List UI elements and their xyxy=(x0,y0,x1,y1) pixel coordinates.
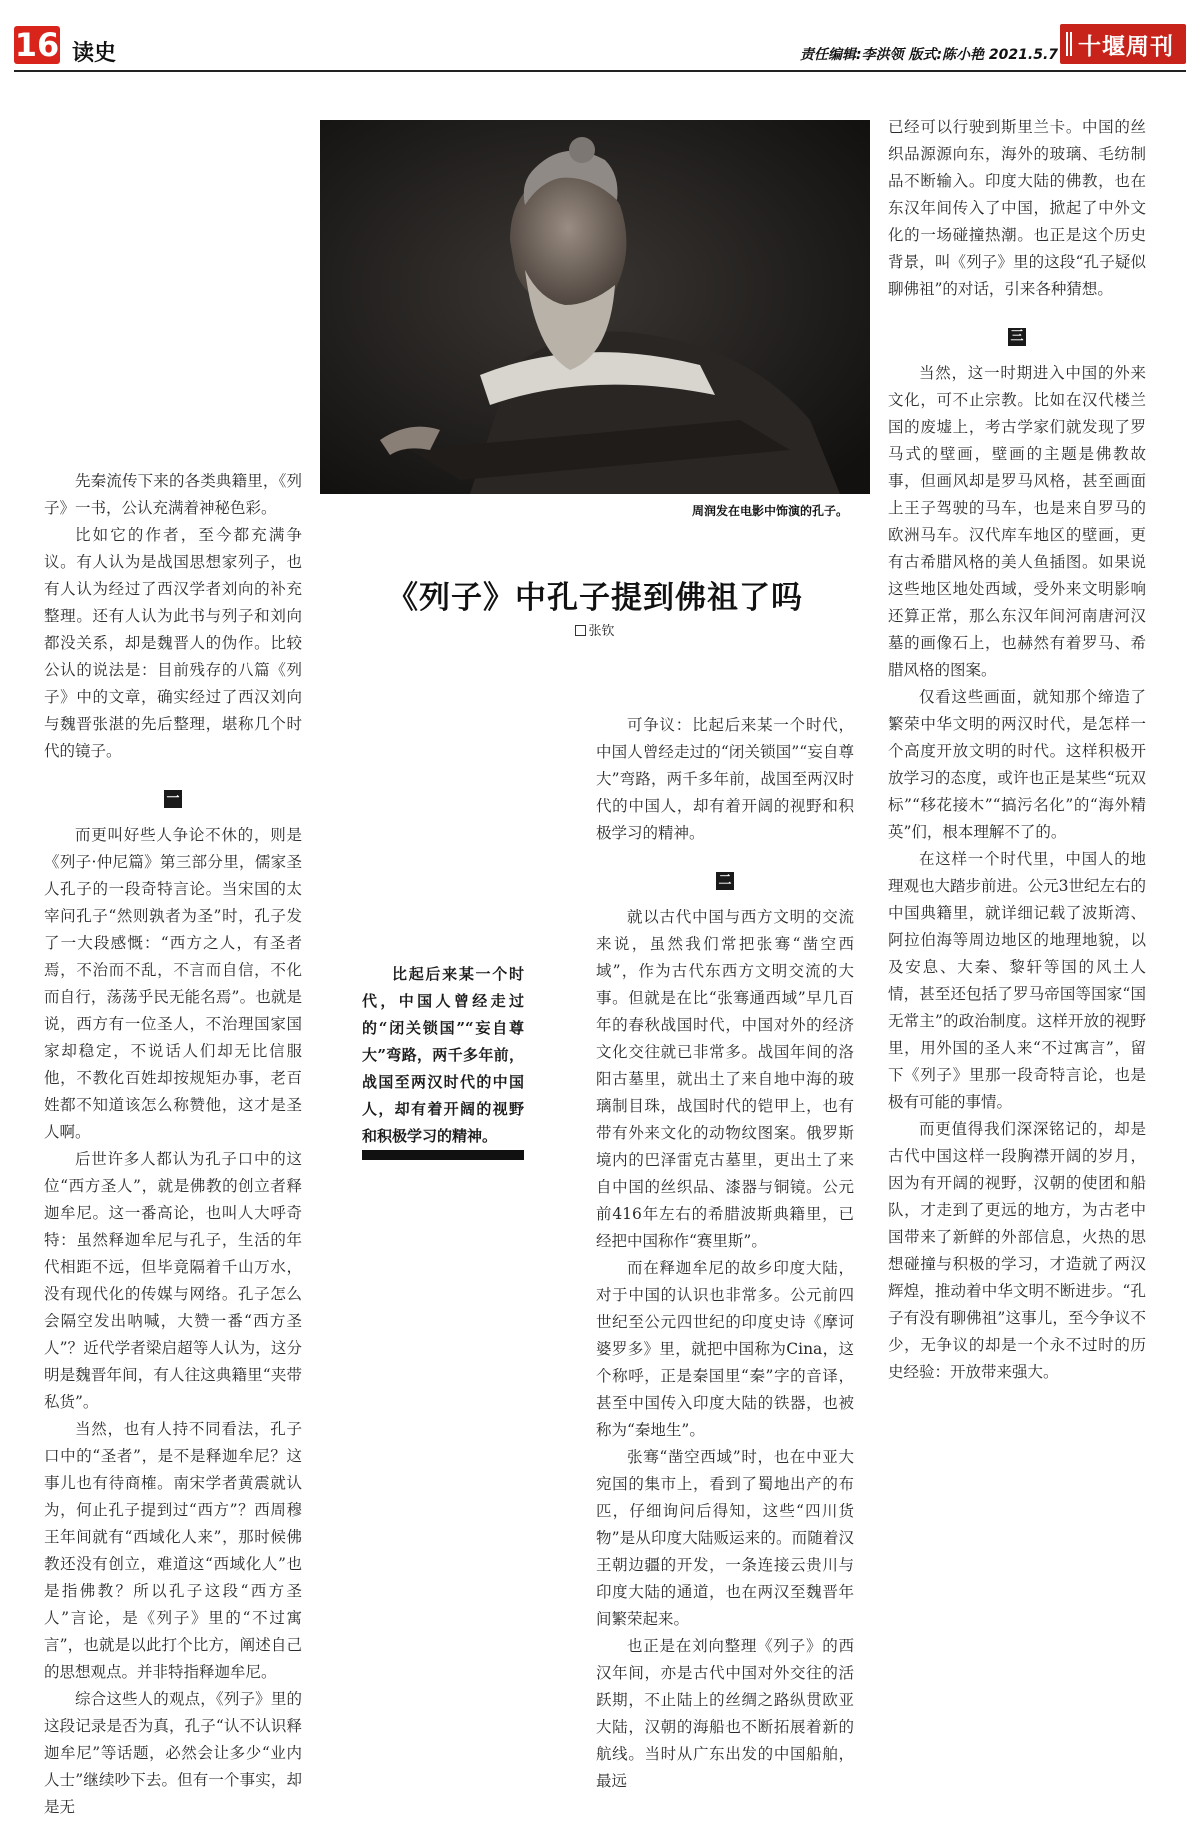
editor-credits: 责任编辑:李洪领 版式:陈小艳 2021.5.7 xyxy=(799,47,1058,63)
paragraph: 而更叫好些人争论不休的，则是《列子·仲尼篇》第三部分里，儒家圣人孔子的一段奇特言论。当宋国的太宰问孔子“然则孰者为圣”时，孔子发了一大段感慨：“西方之人，有圣者焉，不治而不乱，不言而自信，不化而自行，荡荡乎民无能名焉”。也就是说，西方有一位圣人，不治理国家国家却稳定，不说话人们却无比信服他，不教化百姓却按规矩办事，老百姓都不知道该怎么称赞他，这才是圣人啊。 xyxy=(44,826,302,1141)
paragraph: 已经可以行驶到斯里兰卡。中国的丝织品源源向东，海外的玻璃、毛纺制品不断输入。印度大陆的佛教，也在东汉年间传入了中国，掀起了中外文化的一场碰撞热潮。也正是这个历史背景，叫《列子》里的这段“孔子疑似聊佛祖”的对话，引来各种猜想。 xyxy=(888,118,1146,298)
pull-quote xyxy=(362,961,524,1150)
paragraph: 张骞“凿空西域”时，也在中亚大宛国的集市上，看到了蜀地出产的布匹，仔细询问后得知，这些“四川货物”是从印度大陆贩运来的。而随着汉王朝边疆的开发，一条连接云贵川与印度大陆的通道，也在两汉至魏晋年间繁荣起来。 xyxy=(596,1448,854,1628)
paragraph: 仅看这些画面，就知那个缔造了繁荣中华文明的两汉时代，是怎样一个高度开放文明的时代。这样积极开放学习的态度，或许也正是某些“玩双标”“移花接木”“搞污名化”的“海外精英”们，根本理解不了的。 xyxy=(888,688,1146,841)
masthead-stripe-icon xyxy=(1066,32,1072,56)
section-marker-1 xyxy=(44,785,302,812)
paragraph: 综合这些人的观点，《列子》里的这段记录是否为真，孔子“认不认识释迦牟尼”等话题，必然会让多少“业内人士”继续吵下去。但有一个事实，却是无 xyxy=(44,1690,302,1816)
byline xyxy=(360,620,830,639)
section-name: 读史 xyxy=(72,41,117,66)
article-photo xyxy=(320,120,870,494)
page-number: 16 xyxy=(14,26,60,64)
photo-caption: 周润发在电影中饰演的孔子。 xyxy=(692,504,849,518)
section-number: 三 xyxy=(1008,328,1026,346)
section-number: 二 xyxy=(716,872,734,890)
paragraph: 当然，这一时期进入中国的外来文化，可不止宗教。比如在汉代楼兰国的废墟上，考古学家们就发现了罗马式的壁画，壁画的主题是佛教故事，但画风却是罗马风格，甚至画面上王子驾驶的马车，也是来自罗马的欧洲马车。汉代库车地区的壁画，更有古希腊风格的美人鱼插图。如果说这些地区地处西域，受外来文明影响还算正常，那么东汉年间河南唐河汉墓的画像石上，也赫然有着罗马、希腊风格的图案。 xyxy=(888,364,1146,679)
pull-quote-text: 比起后来某一个时代，中国人曾经走过的“闭关锁国”“妄自尊大”弯路，两千多年前，战国至两汉时代的中国人，却有着开阔的视野和积极学习的精神。 xyxy=(362,965,524,1145)
byline-box-icon xyxy=(575,625,586,636)
paragraph: 而在释迦牟尼的故乡印度大陆，对于中国的认识也非常多。公元前四世纪至公元四世纪的印度史诗《摩诃婆罗多》里，就把中国称为Cina，这个称呼，正是秦国里“秦”字的音译，甚至中国传入印度大陆的铁器，也被称为“秦地生”。 xyxy=(596,1259,854,1439)
article-column-3 xyxy=(888,114,1146,1386)
paragraph: 在这样一个时代里，中国人的地理观也大踏步前进。公元3世纪左右的中国典籍里，就详细记载了波斯湾、阿拉伯海等周边地区的地理地貌，以及安息、大秦、黎轩等国的风土人情，甚至还包括了罗马帝国等国家“国无常主”的政治制度。这样开放的视野里，用外国的圣人来“不过寓言”，留下《列子》里那一段奇特言论，也是极有可能的事情。 xyxy=(888,850,1146,1111)
author-name: 张钦 xyxy=(588,624,615,639)
paragraph: 当然，也有人持不同看法，孔子口中的“圣者”，是不是释迦牟尼？这事儿也有待商榷。南宋学者黄震就认为，何止孔子提到过“西方”？西周穆王年间就有“西域化人来”，那时候佛教还没有创立，难道这“西域化人”也是指佛教？所以孔子这段“西方圣人”言论，是《列子》里的“不过寓言”，也就是以此打个比方，阐述自己的思想观点。并非特指释迦牟尼。 xyxy=(44,1420,302,1681)
paragraph: 可争议：比起后来某一个时代，中国人曾经走过的“闭关锁国”“妄自尊大”弯路，两千多年前，战国至两汉时代的中国人，却有着开阔的视野和积极学习的精神。 xyxy=(596,716,854,842)
article-title: 《列子》中孔子提到佛祖了吗 xyxy=(387,580,803,616)
paragraph: 而更值得我们深深铭记的，却是古代中国这样一段胸襟开阔的岁月，因为有开阔的视野，汉朝的使团和船队，才走到了更远的地方，为古老中国带来了新鲜的外部信息，火热的思想碰撞与积极的学习，才造就了两汉辉煌，推动着中华文明不断进步。“孔子有没有聊佛祖”这事儿，至今争议不少，无争议的却是一个永不过时的历史经验：开放带来强大。 xyxy=(888,1120,1146,1381)
paragraph: 比如它的作者，至今都充满争议。有人认为是战国思想家列子，也有人认为经过了西汉学者刘向的补充整理。还有人认为此书与列子和刘向都没关系，却是魏晋人的伪作。比较公认的说法是：目前残存的八篇《列子》中的文章，确实经过了西汉刘向与魏晋张湛的先后整理，堪称几个时代的镜子。 xyxy=(44,526,302,760)
article-column-2 xyxy=(596,712,854,1795)
section-number: 一 xyxy=(164,790,182,808)
paragraph: 先秦流传下来的各类典籍里，《列子》一书，公认充满着神秘色彩。 xyxy=(44,472,302,517)
paragraph: 后世许多人都认为孔子口中的这位“西方圣人”，就是佛教的创立者释迦牟尼。这一番高论，也叫人大呼奇特：虽然释迦牟尼与孔子，生活的年代相距不远，但毕竟隔着千山万水，没有现代化的传媒与网络。孔子怎么会隔空发出呐喊，大赞一番“西方圣人”？近代学者梁启超等人认为，这分明是魏晋年间，有人往这典籍里“夹带私货”。 xyxy=(44,1150,302,1411)
masthead-title: 十堰周刊 xyxy=(1078,33,1174,60)
header-rule xyxy=(14,70,1186,72)
paragraph: 也正是在刘向整理《列子》的西汉年间，亦是古代中国对外交往的活跃期，不止陆上的丝绸之路纵贯欧亚大陆，汉朝的海船也不断拓展着新的航线。当时从广东出发的中国船舶，最远 xyxy=(596,1637,854,1790)
masthead-logo xyxy=(1060,24,1186,64)
section-marker-3 xyxy=(888,323,1146,350)
paragraph: 就以古代中国与西方文明的交流来说，虽然我们常把张骞“凿空西域”，作为古代东西方文明交流的大事。但就是在比“张骞通西域”早几百年的春秋战国时代，中国对外的经济文化交往就已非常多。战国年间的洛阳古墓里，就出土了来自地中海的玻璃制目珠，战国时代的铠甲上，也有带有外来文化的动物纹图案。俄罗斯境内的巴泽雷克古墓里，更出土了来自中国的丝织品、漆器与铜镜。公元前416年左右的希腊波斯典籍里，已经把中国称作“赛里斯”。 xyxy=(596,908,854,1250)
photo-illustration xyxy=(320,120,870,494)
pull-quote-bar xyxy=(362,1150,524,1160)
section-marker-2 xyxy=(596,867,854,894)
article-column-1 xyxy=(44,468,302,1821)
